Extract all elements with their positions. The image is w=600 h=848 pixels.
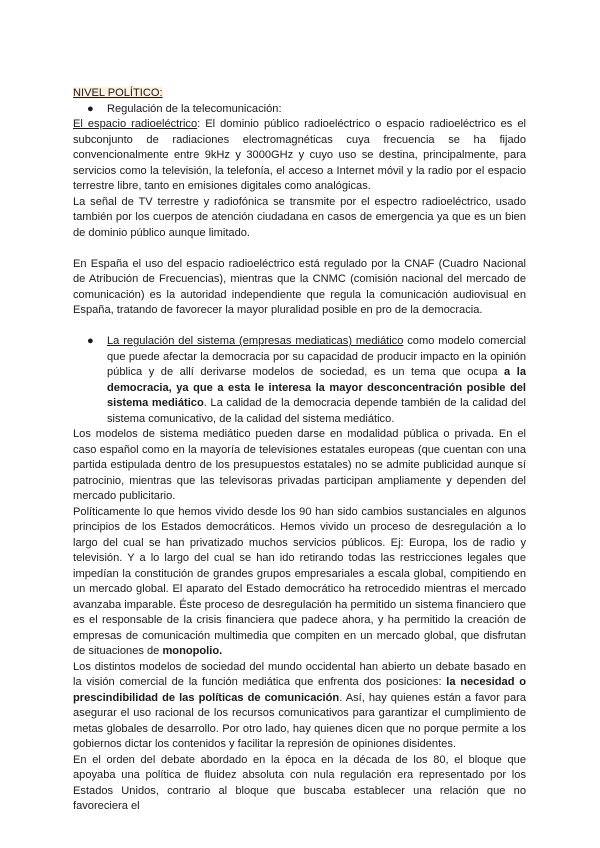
espacio-text: : El dominio público radioeléctrico o espacio radioeléctrico es el subconjunto de radiaciones electromagnéticas cuya frecuencia se ha fijado convencionalmente entre 9kHz y 3000GHz y cuyo uso se destina, principalmente, para servicios como la televisión, la telefonía, el acceso a Internet móvil y la radio por el espacio terrestre libre, tanto en emisiones digitales como analógicas. [73, 118, 526, 192]
paragraph-espacio [73, 117, 526, 195]
bullet2-text1: como modelo comercial que puede afectar la democracia por su capacidad de producir impacto en la opinión pública y de allí derivarse modelos de sociedad, es un tema que ocupa [107, 335, 526, 378]
heading-text: NIVEL POLÍTICO: [73, 87, 163, 99]
paragraph-senal: La señal de TV terrestre y radiofónica se transmite por el espectro radioeléctrico, usado también por los cuerpos de atención ciudadana en casos de emergencia ya que es un bien de dominio público aunque limitado. [73, 195, 526, 239]
bullet2-label: La regulación del sistema (empresas mediaticas) mediático [107, 335, 404, 347]
bullet2-bold: a la democracia, ya que a esta le interesa la mayor desconcentración posible del sistema mediático [107, 366, 526, 409]
paragraph-orden: En el orden del debate abordado en la época en la década de los 80, el bloque que apoyaba una política de fluidez absoluta con nula regulación era representado por los Estados Unidos, contrario al bloque que buscaba establecer una relación que no favoreciera el [73, 753, 526, 812]
bullet-text: Regulación de la telecomunicación: [107, 102, 282, 115]
bullet-item-sistema [73, 334, 526, 427]
bullet2-text2: . La calidad de la democracia depende también de la calidad del sistema comunicativo, de la calidad del sistema mediático. [107, 397, 527, 425]
bullet-dot-icon: ● [87, 102, 94, 115]
paragraph-distintos [73, 660, 526, 753]
distintos-text1: Los distintos modelos de sociedad del mundo occidental han abierto un debate basado en la visión comercial de la función mediática que enfrenta dos posiciones: [73, 660, 526, 688]
distintos-bold: la necesidad o prescindibilidad de las políticas de comunicación [73, 676, 526, 704]
bullet-dot-icon: ● [87, 335, 94, 347]
document-body [73, 86, 526, 815]
paragraph-espana: En España el uso del espacio radioeléctrico está regulado por la CNAF (Cuadro Nacional de Atribución de Frecuencias), mientras que la CNMC (comisión nacional del mercado de comunicación) es la autoridad independiente que regula la comunicación audiovisual en España, tratando de favorecer la mayor pluralidad posible en pro de la democracia. [73, 257, 526, 316]
paragraph-politicamente [73, 505, 526, 660]
section-heading [73, 86, 526, 102]
distintos-text2: . Así, hay quienes están a favor para asegurar el uso racional de los recursos comunicativos para garantizar el cumplimiento de metas globales de desarrollo. Por otro lado, hay quienes dicen que no porque permite a los gobiernos dictar los contenidos y facilitar la represión de opiniones disidentes. [73, 691, 527, 750]
paragraph-modelos: Los modelos de sistema mediático pueden darse en modalidad pública o privada. En el caso español como en la mayoría de televisiones estatales europeas (que cuentan con una partida estipulada dentro de los presupuestos estatales) no se admite publicidad aunque sí patrocinio, mientras que las televisoras privadas participan ampliamente y dependen del mercado publicitario. [73, 428, 526, 502]
politicamente-text: Políticamente lo que hemos vivido desde los 90 han sido cambios sustanciales en algunos principios de los Estados democráticos. Hemos vivido un proceso de desregulación a lo largo del cual se han privatizado muchos servicios públicos. Ej: Europa, los de radio y televisión. Y a lo largo del cual se han ido retirando todas las restricciones legales que impedían la constitución de grandes grupos empresariales a escala global, compitiendo en un mercado global. El aparato del Estado democrático ha retrocedido mientras el mercado avanzaba imparable. Éste proceso de desregulación ha permitido un sistema financiero que es el responsable de la crisis financiera que padece ahora, y ha permitido la creación de empresas de comunicación multimedia que compiten en un mercado global, que disfrutan de situaciones de [73, 505, 526, 657]
espacio-label: El espacio radioeléctrico [73, 118, 198, 130]
bullet2-text [107, 334, 526, 427]
bullet-item-regulacion [73, 102, 526, 118]
politicamente-bold: monopolio. [162, 645, 223, 657]
